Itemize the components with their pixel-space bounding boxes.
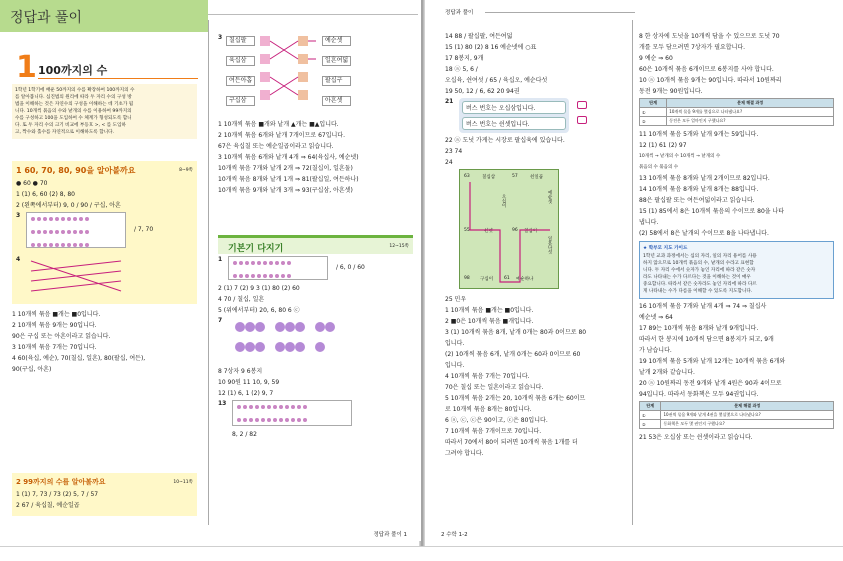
parent-guide-box: ★ 학부모 지도 가이드 1학년 교과 과정에서는 십의 자리, 일의 자리 용어를 사용 하지 않으므로 10개씩 묶음의 수, 낱개의 수라고 표현합 니다. 두 자리 수에서 숫자가 놓인 자리에 따라 같은 숫자 라도 나타내는 수가 다르다는 것을 이해하는 것이 매우 중요합니다. 따라서 같은 숫자라도 놓인 자리에 따라 다르 게 나타내는 수가 다름을 이해할 수 있도록 지도합니다. [639, 241, 834, 299]
matching-lines: 4 [16, 256, 193, 298]
left-footer: 정답과 풀이 1 [373, 532, 407, 538]
column-divider [208, 20, 209, 525]
right-footer: 2 수학 1-2 [441, 532, 468, 538]
explanation-line: 3 10개씩 묶음 7개는 70입니다. [12, 344, 97, 351]
title-banner [0, 0, 208, 32]
unit-number: 1 [16, 50, 37, 85]
answer-line: 2 (왼쪽에서부터) 9, 0 / 90 / 구십, 아흔 [16, 202, 121, 209]
number-word-matching: 3 칠십팔 육십삼 여든아홉 구십삼 예순셋 일흔여덟 팔십구 아흔셋 [218, 34, 413, 114]
section-2-title: 2 99까지의 수를 알아볼까요 [16, 478, 106, 486]
section-1-title: 1 60, 70, 80, 90을 알아볼까요 [16, 166, 136, 175]
basic-title: 기본기 다지기 [228, 244, 284, 254]
right-header: 정답과 풀이 [445, 8, 635, 16]
marble-grid: 3 / 7, 70 [16, 212, 193, 252]
maze-board: 63 칠십삼 57 쉰일곱 예순셋 오십이 55 쉰넷 96 칠십이 일흔다섯 98 구십이 61 예순하나 [459, 169, 559, 289]
explanation-line: 90(구십, 아흔) [12, 366, 52, 373]
section-1 [12, 161, 197, 304]
explanation-line: 4 60(육십, 예순), 70(칠십, 일흔), 80(팔십, 여든), [12, 355, 146, 362]
unit-title: 100까지의 수 [38, 64, 108, 77]
grape-illustration: 7 [218, 317, 413, 367]
section-2: 2 99까지의 수를 알아볼까요 10~11쪽 1 (1) 7, 73 / 73 (2) 5, 7 / 57 2 67 / 육십칠, 예순일곱 [12, 473, 197, 516]
column-divider [632, 20, 633, 525]
page-title: 정답과 풀이 [10, 10, 83, 26]
explanation-line: 2 10개씩 묶음 9개는 90입니다. [12, 322, 97, 329]
answer-line: 1 (1) 6, 60 (2) 8, 80 [16, 191, 75, 198]
explanation-line: 1 10개씩 묶음 ■개는 ■0입니다. [12, 311, 101, 318]
explanation-line: 90은 구십 또는 아흔이라고 읽습니다. [12, 333, 111, 340]
q21-answer-box: 21 버스 번호는 오십삼입니다. 버스 번호는 쉰셋입니다. [445, 98, 625, 136]
section-1-pages: 8~9쪽 [179, 168, 193, 173]
header-rule [208, 14, 418, 15]
left-page: 정답과 풀이 1 100까지의 수 1학년 1학기에 배운 50까지의 수를 확장하여 100까지의 수 를 알아봅니다. 십진법의 원리에 따라 두 자리 수의 구성 방 법을 이해하는 것은 자연수의 구성을 이해하는 데 기초가 됩 니다. 10개씩 묶음의 수와 낱개의 수를 이용하여 99까지의 수를 구성하고 100을 도입하여 수 체계가 형성되도록 합니 다. 또 두 자리 수의 크기 비교에 부등호 >, < 를 도입하 고, 짝수와 홀수를 자연적으로 이해하도록 합니다. 1 60, 70, 80, 90을 알아볼까요 8~9쪽 ● 60 ● 70 1 (1) 6, 60 (2) 8, 80 2 (왼쪽에서부터) 9, 0 / 90 / 구십, 아흔 3 / 7, 70 4 1 10개씩 묶음 ■개는 ■0입니다. 2 10개씩 묶음 9개는 90입니다. 90은 구십 또는 아흔이라고 읽습니다. 3 10개씩 묶음 7개는 70입니다. 4 60(육십, 예순), 70(칠십, 일흔), 80(팔십, 여든), 90(구십, 아흔) 2 99까지의 수를 알아볼까요 10~11쪽 1 (1) 7, 73 / 73 (2) 5, 7 / 57 2 67 / 육십칠, 예순일곱 3 칠십팔 육십삼 여든아홉 구십삼 예순셋 일흔여덟 팔십구 아흔셋 1 10개씩 묶음 ■개와 낱개 ▲개는 ■▲입니다. 2 10개씩 묶음 6개와 낱개 7개이므로 67입니다. 67은 육십칠 또는 예순일곱이라고 읽습니다. 3 10개씩 묶음 6개와 낱개 4개 ⇒ 64(육십사, 예순넷) 10개씩 묶음 7개와 낱개 2개 ⇒ 72(칠십이, 일흔둘) 10개씩 묶음 8개와 낱개 1개 ⇒ 81(팔십일, 여든하나) 10개씩 묶음 9개와 낱개 3개 ⇒ 93(구십삼, 아흔셋) 기본기 다지기 12~15쪽 1 / 6, 0 / 60 2 (1) 7 (2) 9 3 (1) 80 (2) 60 4 70 / 칠십, 일흔 5 (위에서부터) 20, 6, 80 6 ⓒ 7 8 7상자 9 6봉지 10 90원 11 10, 9, 59 12 (1) 6, 1 (2) 9, 7 13 8, 2 / 82 정답과 풀이 1 [0, 0, 421, 541]
viewer-bottom-bar [0, 546, 843, 561]
basic-practice-box: 기본기 다지기 12~15쪽 1 / 6, 0 / 60 2 (1) 7 (2) 9 3 (1) 80 (2) 60 4 70 / 칠십, 일흔 5 (위에서부터) 20, 6, 80 6 ⓒ 7 8 7상자 9 6봉지 10 90원 11 10, 9, 59 12 (1) 6, 1 (2) 9, 7 13 8, 2 / 82 [218, 235, 413, 439]
answer-line: ● 60 ● 70 [16, 180, 48, 187]
unit-description: 1학년 1학기에 배운 50까지의 수를 확장하여 100까지의 수 를 알아봅니다. 십진법의 원리에 따라 두 자리 수의 구성 방 법을 이해하는 것은 자연수의 구성을 이해하는 데 기초가 됩 니다. 10개씩 묶음의 수와 낱개의 수를 이용하여 99까지의 수를 구성하고 100을 도입하여 수 체계가 형성되도록 합니 다. 또 두 자리 수의 크기 비교에 부등호 >, < 를 도입하 고, 짝수와 홀수를 자연적으로 이해하도록 합니다. [12, 84, 197, 139]
right-page: 정답과 풀이 14 88 / 팔십팔, 여든여덟 15 (1) 80 (2) 8 16 예순넷에 ○표 17 8봉지, 9개 18 ⓐ 5, 6 / 오십육, 쉰여섯 / 65 / 육십오, 예순다섯 19 50, 12 / 6, 62 20 94권 21 버스 번호는 오십삼입니다. 버스 번호는 쉰셋입니다. 22 ⓐ 도넛 가게는 시장로 팔십육에 있습니다. 23 74 24 63 칠십삼 57 쉰일곱 예순셋 오십이 55 쉰넷 96 칠십이 일흔다섯 98 구십이 61 예순하나 25 민우 1 10개씩 묶음 ■개는 ■0입니다. 2 ■0은 10개씩 묶음 ■개입니다. 3 (1) 10개씩 묶음 8개, 낱개 0개는 80과 0이므로 80 입니다. (2) 10개씩 묶음 6개, 낱개 0개는 60과 0이므로 60 입니다. 4 10개씩 묶음 7개는 70입니다. 70은 칠십 또는 일흔이라고 읽습니다. 5 10개씩 묶음 2개는 20, 10개씩 묶음 6개는 60이므 로 10개씩 묶음 8개는 80입니다. 6 ⓐ, ⓒ, ⓒ은 90이고, ⓒ은 80입니다. 7 10개씩 묶음 7개이므로 70입니다. 따라서 70에서 80이 되려면 10개씩 묶음 1개를 더 그려야 합니다. 8 한 상자에 도넛을 10개씩 담을 수 있으므로 도넛 70 개를 모두 담으려면 7상자가 필요합니다. 9 예순 ⇒ 60 60은 10개씩 묶음 6개이므로 6봉지를 사야 합니다. 10 ⓐ 10개씩 묶음 9개는 90입니다. 따라서 10원짜리 동전 9개는 90원입니다. 단계 문제 해결 과정 ① 10개씩 묶음 9개를 몇십으로 나타냈나요? ② 동전은 모두 얼마인지 구했나요? 11 10개씩 묶음 5개와 낱개 9개는 59입니다. 12 (1) 61 (2) 97 10개씩 → 낱개의 수 10개씩 → 낱개의 수 묶음의 수 묶음의 수 13 10개씩 묶음 8개와 낱개 2개이므로 82입니다. 14 10개씩 묶음 8개와 낱개 8개는 88입니다. 88은 팔십팔 또는 여든여덟이라고 읽습니다. 15 (1) 85에서 8은 10개씩 묶음의 수이므로 80을 나타 냅니다. (2) 58에서 8은 낱개의 수이므로 8을 나타냅니다. ★ 학부모 지도 가이드 1학년 교과 과정에서는 십의 자리, 일의 자리 용어를 사용 하지 않으므로 10개씩 묶음의 수, 낱개의 수라고 표현합 니다. 두 자리 수에서 숫자가 놓인 자리에 따라 같은 숫자 라도 나타내는 수가 다르다는 것을 이해하는 것이 매우 중요합니다. 따라서 같은 숫자라도 놓인 자리에 따라 다르 게 나타내는 수가 다름을 이해할 수 있도록 지도합니다. 16 10개씩 묶음 7개와 낱개 4개 ⇒ 74 ⇒ 칠십사 예순넷 ⇒ 64 17 89는 10개씩 묶음 8개와 낱개 9개입니다. 따라서 한 봉지에 10개씩 담으면 8봉지가 되고, 9개 가 남습니다. 19 10개씩 묶음 5개와 낱개 12개는 10개씩 묶음 6개와 낱개 2개와 같습니다. 20 ⓐ 10원짜리 동전 9개와 낱개 4원은 90과 4이므로 94입니다. 따라서 동화책은 모두 94권입니다. 단계 문제 해결 과정 ① 10권씩 묶음 9개와 낱개 4권을 몇십몇으로 나타냈나요? ② 동화책은 모두 몇 권인지 구했나요? 21 53은 오십삼 또는 쉰셋이라고 읽습니다. 2 수학 1-2 [425, 0, 843, 541]
grading-table-2: 단계 문제 해결 과정 ① 10권씩 묶음 9개와 낱개 4권을 몇십몇으로 나타냈나요? ② 동화책은 모두 몇 권인지 구했나요? [639, 401, 834, 429]
grading-table-1: 단계 문제 해결 과정 ① 10개씩 묶음 9개를 몇십으로 나타냈나요? ② 동전은 모두 얼마인지 구했나요? [639, 98, 834, 126]
unit-header [12, 50, 197, 85]
